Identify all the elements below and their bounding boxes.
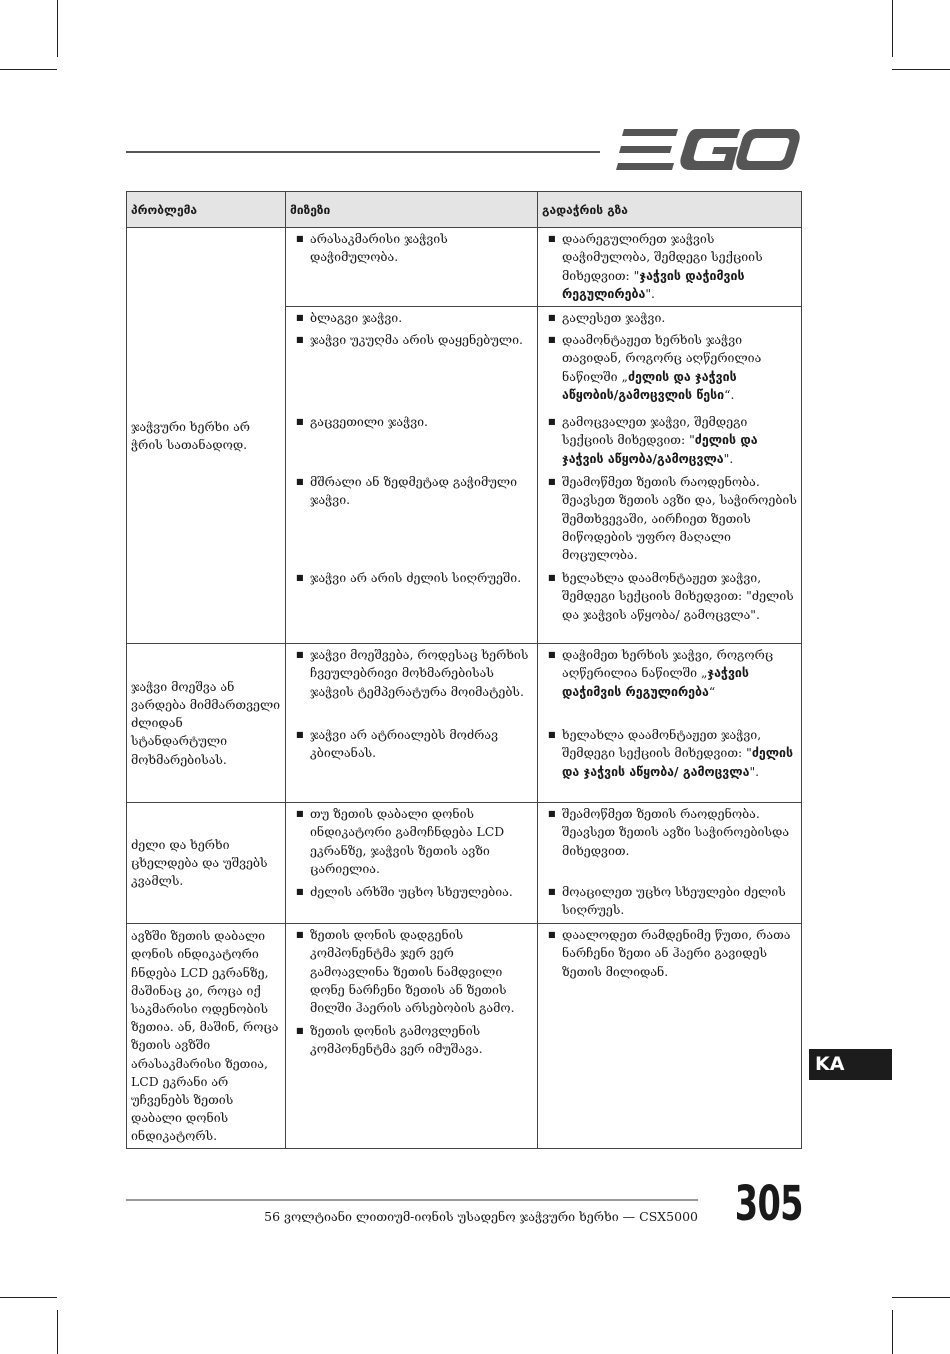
solution-item: ■ გალესეთ ჯაჭვი. (542, 309, 797, 327)
cause-cell (286, 567, 538, 644)
header-cause: მიზეზი (286, 192, 538, 228)
cause-cell (286, 411, 538, 471)
cause-cell (286, 228, 538, 307)
solution-item: ■ დაალოდეთ რამდენიმე წუთი, რათა ნარჩენი ზეთი ან ჰაერი გავიდეს ზეთის მილიდან. (542, 926, 797, 981)
problem-cell: ჯაჭვური ხერხი არ ჭრის სათანადოდ. (127, 228, 286, 644)
crop-mark (0, 69, 57, 70)
solution-item: ■ დაჭიმეთ ხერხის ჯაჭვი, როგორც აღწერილია ნაწილში „ჯაჭვის დაჭიმვის რეგულირება“ (542, 646, 797, 701)
crop-mark (892, 69, 950, 70)
crop-mark (892, 0, 893, 57)
cause-cell (286, 724, 538, 803)
table-row (127, 924, 802, 1148)
cause-item: ■ ჯაჭვი მოეშვება, როდესაც ხერხის ჩვეულებრივი მოხმარებისას ჯაჭვის ტემპერატურა მოიმატებს. (290, 646, 533, 701)
cause-item: ■ თუ ზეთის დაბალი დონის ინდიკატორი გამოჩნდება LCD ეკრანზე, ჯაჭვის ზეთის ავზი ცარიელია. (290, 805, 533, 878)
problem-cell: ძელი და ხერხი ცხელდება და უშვებს კვამლს. (127, 803, 286, 924)
solution-item: ■ გამოცვალეთ ჯაჭვი, შემდეგი სექციის მიხედვით: "ძელის და ჯაჭვის აწყობა/გამოცვლა". (542, 413, 797, 468)
problem-cell: ჯაჭვი მოეშვა ან ვარდება მიმმართველი ძლიდან სტანდარტული მოხმარებისას. (127, 644, 286, 803)
solution-cell (538, 803, 802, 882)
solution-cell (538, 329, 802, 411)
table-row (127, 803, 802, 882)
crop-mark (57, 1310, 58, 1354)
cause-item: ■ ზეთის დონის გამოვლენის კომპონენტმა ვერ იმუშავა. (290, 1022, 533, 1058)
cause-item: ■ ბლაგვი ჯაჭვი. (290, 309, 533, 327)
cause-cell (286, 644, 538, 725)
problem-cell: ავზში ზეთის დაბალი დონის ინდიკატორი ჩნდება LCD ეკრანზე, მაშინაც კი, როცა იქ საკმარისი ოდენობის ზეთია. ან, მაშინ, როცა ზეთის ავზში არასაკმარისი ზეთია, LCD ეკრანი არ უჩვენებს ზეთის დაბალი დონის ინდიკატორს. (127, 924, 286, 1148)
table-header-row (127, 192, 802, 228)
cause-cell (286, 471, 538, 567)
solution-item: ■ ხელახლა დაამონტაჟეთ ჯაჭვი, შემდეგი სექციის მიხედვით: "ძელის და ჯაჭვის აწყობა/ გამოცვლა". (542, 569, 797, 624)
cause-item: ■ არასაკმარისი ჯაჭვის დაჭიმულობა. (290, 230, 533, 266)
solution-cell (538, 228, 802, 307)
crop-mark (57, 0, 58, 57)
cause-item: ■ მშრალი ან ზედმეტად გაჭიმული ჯაჭვი. (290, 473, 533, 509)
solution-item: ■ ხელახლა დაამონტაჟეთ ჯაჭვი, შემდეგი სექციის მიხედვით: "ძელის და ჯაჭვის აწყობა/ გამოცვლა". (542, 726, 797, 781)
troubleshooting-table (126, 191, 802, 1149)
solution-item: ■ შეამოწმეთ ზეთის რაოდენობა. შეავსეთ ზეთის ავზი და, საჭიროების შემთხვევაში, აირჩიეთ ზეთის მიწოდების უფრო მაღალი მოცულობა. (542, 473, 797, 564)
table-row (127, 228, 802, 307)
solution-cell (538, 411, 802, 471)
language-tab: KA (809, 1049, 892, 1080)
crop-mark (0, 1297, 57, 1298)
cause-item: ■ ჯაჭვი უკუღმა არის დაყენებული. (290, 331, 533, 349)
cause-item: ■ ჯაჭვი არ ატრიალებს მოძრავ კბილანას. (290, 726, 533, 762)
table-row (127, 644, 802, 725)
solution-cell (538, 881, 802, 924)
cause-item: ■ ზეთის დონის დადგენის კომპონენტმა ჯერ ვერ გამოავლინა ზეთის ნამდვილი დონე ნარჩენი ზეთის ან ზეთის მილში ჰაერის არსებობის გამო. (290, 926, 533, 1017)
solution-item: ■ დაარეგულირეთ ჯაჭვის დაჭიმულობა, შემდეგი სექციის მიხედვით: "ჯაჭვის დაჭიმვის რეგულირება". (542, 230, 797, 303)
footer-rule (126, 1199, 698, 1201)
page-number: 305 (734, 1176, 803, 1232)
solution-item: ■ დაამონტაჟეთ ხერხის ჯაჭვი თავიდან, როგორც აღწერილია ნაწილში „ძელის და ჯაჭვის აწყობის/გამოცვლის წესი“. (542, 331, 797, 404)
solution-cell (538, 307, 802, 330)
header-rule (126, 151, 600, 153)
solution-cell (538, 924, 802, 1148)
cause-item: ■ ძელის არხში უცხო სხეულებია. (290, 883, 533, 901)
cause-cell (286, 924, 538, 1148)
header-solution: გადაჭრის გზა (538, 192, 802, 228)
solution-item: ■ შეამოწმეთ ზეთის რაოდენობა. შეავსეთ ზეთის ავზი საჭიროებისდა მიხედვით. (542, 805, 797, 860)
crop-mark (892, 1297, 950, 1298)
solution-cell (538, 567, 802, 644)
cause-cell (286, 881, 538, 924)
solution-cell (538, 471, 802, 567)
cause-cell (286, 803, 538, 882)
solution-cell (538, 644, 802, 725)
crop-mark (892, 1310, 893, 1354)
header-problem: პრობლემა (127, 192, 286, 228)
cause-item: ■ გაცვეთილი ჯაჭვი. (290, 413, 533, 431)
cause-cell (286, 329, 538, 411)
cause-item: ■ ჯაჭვი არ არის ძელის სიღრუეში. (290, 569, 533, 587)
ego-logo (616, 129, 800, 171)
solution-cell (538, 724, 802, 803)
footer-title: 56 ვოლტიანი ლითიუმ-იონის უსადენო ჯაჭვური ხერხი — CSX5000 (264, 1209, 698, 1224)
solution-item: ■ მოაცილეთ უცხო სხეულები ძელის სიღრუეს. (542, 883, 797, 919)
cause-cell (286, 307, 538, 330)
